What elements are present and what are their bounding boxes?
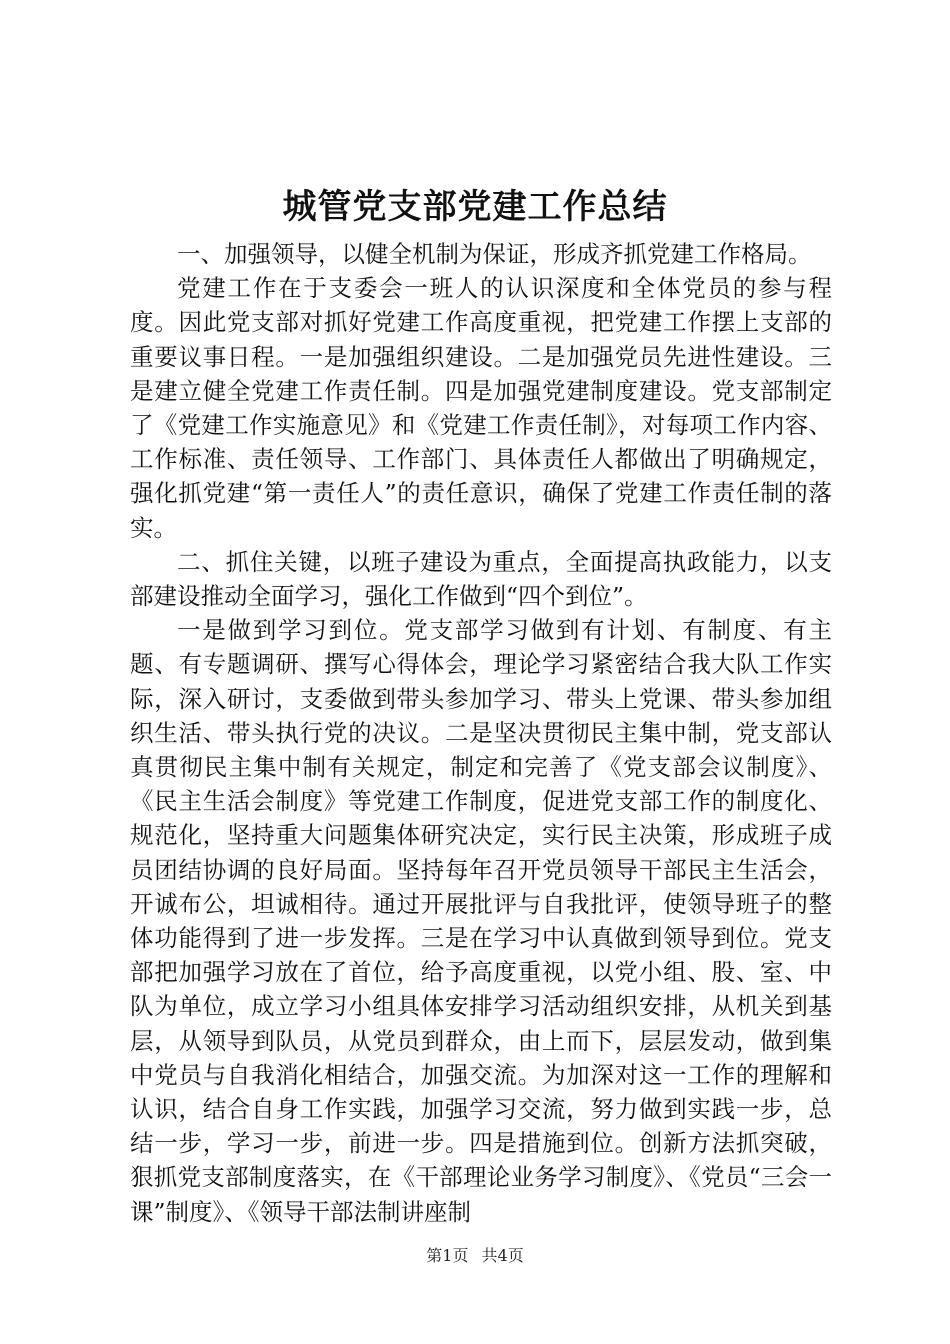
document-title: 城管党支部党建工作总结	[282, 187, 668, 227]
page-footer	[0, 1244, 950, 1268]
paragraph-section-2-body: 一是做到学习到位。党支部学习做到有计划、有制度、有主题、有专题调研、撰写心得体会，理论学习紧密结合我大队工作实际，深入研讨，支委做到带头参加学习、带头上党课、带头参加组织生活、带头执行党的决议。二是坚决贯彻民主集中制，党支部认真贯彻民主集中制有关规定，制定和完善了《党支部会议制度》、《民主生活会制度》等党建工作制度，促进党支部工作的制度化、规范化，坚持重大问题集体研究决定，实行民主决策，形成班子成员团结协调的良好局面。坚持每年召开党员领导干部民主生活会，开诚布公，坦诚相待。通过开展批评与自我批评，使领导班子的整体功能得到了进一步发挥。三是在学习中认真做到领导到位。党支部把加强学习放在了首位，给予高度重视，以党小组、股、室、中队为单位，成立学习小组具体安排学习活动组织安排，从机关到基层，从领导到队员，从党员到群众，由上而下，层层发动，做到集中党员与自我消化相结合，加强交流。为加深对这一工作的理解和认识，结合自身工作实践，加强学习交流，努力做到实践一步，总结一步，学习一步，前进一步。四是措施到位。创新方法抓突破，狠抓党支部制度落实，在《干部理论业务学习制度》、《党员“三会一课”制度》、《领导干部法制讲座制	[130, 616, 832, 1226]
page-total: 共4页	[481, 1246, 524, 1265]
paragraph-section-1-heading: 一、加强领导，以健全机制为保证，形成齐抓党建工作格局。	[177, 240, 812, 268]
page-number: 第1页	[426, 1246, 469, 1265]
paragraph-section-2-heading: 二、抓住关键，以班子建设为重点，全面提高执政能力，以支部建设推动全面学习，强化工作做到“四个到位”。	[130, 547, 832, 611]
document-body	[130, 237, 832, 1229]
paragraph-section-1-body: 党建工作在于支委会一班人的认识深度和全体党员的参与程度。因此党支部对抓好党建工作高度重视，把党建工作摆上支部的重要议事日程。一是加强组织建设。二是加强党员先进性建设。三是建立健全党建工作责任制。四是加强党建制度建设。党支部制定了《党建工作实施意见》和《党建工作责任制》，对每项工作内容、工作标准、责任领导、工作部门、具体责任人都做出了明确规定，强化抓党建“第一责任人”的责任意识，确保了党建工作责任制的落实。	[130, 274, 832, 542]
